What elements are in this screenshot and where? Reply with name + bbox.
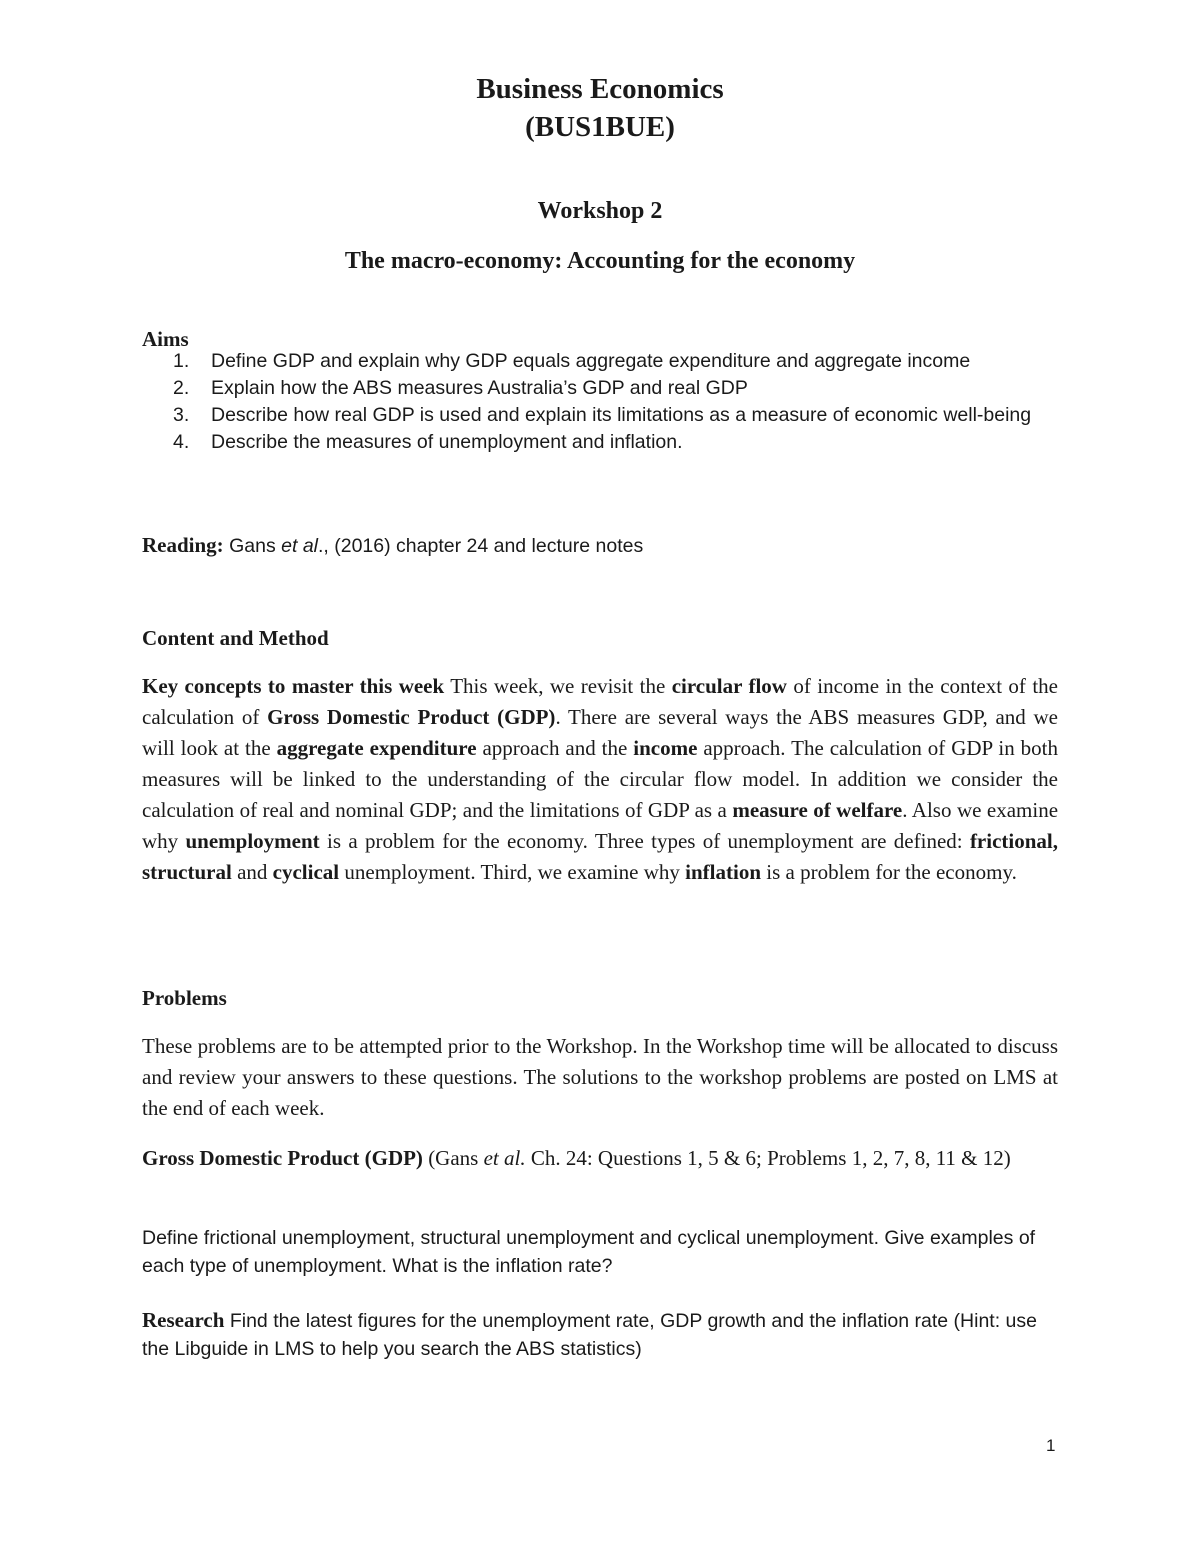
content-text: measure of welfare bbox=[732, 798, 903, 822]
gdp-problems-italic: et al. bbox=[483, 1146, 526, 1170]
aims-item bbox=[142, 402, 1058, 429]
aims-item-number: 3. bbox=[173, 404, 190, 426]
aims-item-text: Describe the measures of unemployment and inflation. bbox=[211, 431, 683, 453]
content-heading: Content and Method bbox=[142, 626, 329, 650]
aims-item-text: Describe how real GDP is used and explain its limitations as a measure of economic well-being bbox=[211, 404, 1032, 426]
course-code: (BUS1BUE) bbox=[525, 111, 675, 143]
aims-item-text: Define GDP and explain why GDP equals aggregate expenditure and aggregate income bbox=[211, 350, 971, 372]
research-task bbox=[142, 1306, 1058, 1363]
workshop-title: Workshop 2 bbox=[537, 198, 663, 224]
gdp-problems-line bbox=[142, 1143, 1058, 1174]
content-text: is a problem for the economy. Three types of unemployment are defined: bbox=[319, 829, 970, 853]
problems-intro: These problems are to be attempted prior to the Workshop. In the Workshop time will be allocated to discuss and review your answers to these questions. The solutions to the workshop problems are posted on LMS at the end of each week. bbox=[142, 1034, 1058, 1120]
content-text: and bbox=[231, 860, 273, 884]
content-text: aggregate expenditure bbox=[276, 736, 477, 760]
content-text: This week, we revisit the bbox=[444, 674, 672, 698]
content-paragraph bbox=[142, 671, 1058, 888]
aims-item-number: 4. bbox=[173, 431, 190, 453]
content-text: of income in the context of the calculation of bbox=[142, 674, 1058, 729]
gdp-problems-pre: (Gans bbox=[422, 1146, 484, 1170]
page-number: 1 bbox=[1046, 1436, 1056, 1455]
reading-text-post: ., (2016) chapter 24 and lecture notes bbox=[318, 535, 644, 557]
content-text: unemployment. Third, we examine why bbox=[339, 860, 686, 884]
aims-item bbox=[142, 375, 1058, 402]
reading-text-pre: Gans bbox=[223, 535, 282, 557]
content-text: income bbox=[633, 736, 698, 760]
reading-text-italic: et al bbox=[281, 535, 318, 557]
content-text: is a problem for the economy. bbox=[761, 860, 1017, 884]
content-text: Key concepts to master this week bbox=[142, 674, 445, 698]
aims-item-number: 2. bbox=[173, 377, 190, 399]
content-text: inflation bbox=[685, 860, 762, 884]
content-text: Gross Domestic Product (GDP) bbox=[267, 705, 556, 729]
research-text: Find the latest figures for the unemployment rate, GDP growth and the inflation rate (Hint: use the Libguide in LMS to help you search the ABS statistics) bbox=[142, 1310, 1037, 1360]
content-text: approach and the bbox=[476, 736, 634, 760]
gdp-problems-bold: Gross Domestic Product (GDP) bbox=[142, 1146, 423, 1170]
content-text: approach. The calculation of GDP in both measures will be linked to the understanding of the circular flow model. In addition we consider the calculation of real and nominal GDP; and the limitations of GDP as a bbox=[142, 736, 1058, 822]
research-label: Research bbox=[142, 1308, 225, 1332]
aims-item-text: Explain how the ABS measures Australia’s GDP and real GDP bbox=[211, 377, 748, 399]
gdp-problems-post: Ch. 24: Questions 1, 5 & 6; Problems 1, 2, 7, 8, 11 & 12) bbox=[525, 1146, 1011, 1170]
reading-label: Reading: bbox=[142, 533, 224, 557]
workshop-subtitle: The macro-economy: Accounting for the economy bbox=[344, 248, 856, 274]
reading-line bbox=[142, 530, 1058, 562]
content-text: . Also we examine why bbox=[142, 798, 1059, 853]
problems-heading: Problems bbox=[142, 986, 227, 1010]
content-text: circular flow bbox=[671, 674, 787, 698]
aims-item bbox=[142, 429, 1058, 456]
content-text: unemployment bbox=[185, 829, 320, 853]
aims-heading: Aims bbox=[142, 327, 189, 351]
aims-list bbox=[142, 348, 1058, 456]
content-text: frictional, structural bbox=[142, 829, 1058, 884]
aims-item-number: 1. bbox=[173, 350, 190, 372]
content-text: cyclical bbox=[272, 860, 340, 884]
course-title: Business Economics bbox=[476, 73, 724, 105]
define-unemployment-question: Define frictional unemployment, structural unemployment and cyclical unemployment. Give examples of each type of unemployment. What is the inflation rate? bbox=[142, 1227, 1036, 1277]
aims-item bbox=[142, 348, 1058, 375]
content-text: . There are several ways the ABS measures GDP, and we will look at the bbox=[142, 705, 1058, 760]
